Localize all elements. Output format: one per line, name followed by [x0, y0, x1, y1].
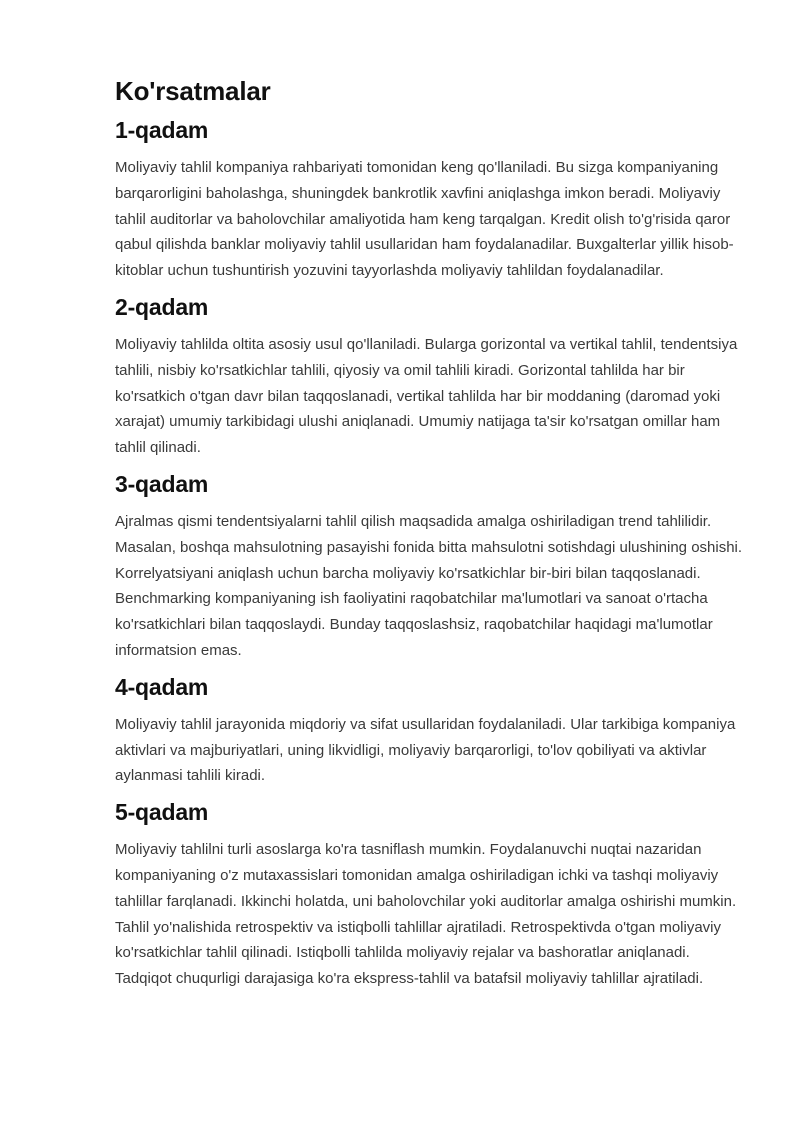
step-3-text: Ajralmas qismi tendentsiyalarni tahlil qilish maqsadida amalga oshiriladigan trend tahlilidir. Masalan, boshqa mahsulotning pasayishi fonida bitta mahsulotni sotishdagi ulushining oshishi. Korrelyatsiyani aniqlash uchun barcha moliyaviy ko'rsatkichlar bir-biri bilan taqqoslanadi. Benchmarking kompaniyaning ish faoliyatini raqobatchilar ma'lumotlari va sanoat o'rtacha ko'rsatkichlari bilan taqqoslaydi. Bunday taqqoslashsiz, raqobatchilar haqidagi ma'lumotlar informatsion emas. [115, 512, 743, 659]
step-5-title: 5-qadam [115, 799, 209, 826]
step-2-title: 2-qadam [115, 293, 209, 320]
step-4-title: 4-qadam [115, 673, 209, 700]
step-4-section [115, 670, 745, 789]
step-5-section [115, 795, 745, 992]
step-2-text: Moliyaviy tahlilda oltita asosiy usul qo'llaniladi. Bularga gorizontal va vertikal tahlil, tendentsiya tahlili, nisbiy ko'rsatkichlar tahlili, qiyosiy va omil tahlili kiradi. Gorizontal tahlilda har bir ko'rsatkich o'tgan davr bilan taqqoslanadi, vertikal tahlilda har bir moddaning (daromad yoki xarajat) umumiy tarkibidagi ulushi aniqlanadi. Umumiy natijaga ta'sir ko'rsatgan omillar ham tahlil qilinadi. [115, 335, 738, 457]
document-page [115, 72, 745, 998]
step-1-text: Moliyaviy tahlil kompaniya rahbariyati tomonidan keng qo'llaniladi. Bu sizga kompaniyaning barqarorligini baholashga, shuningdek bankrotlik xavfini aniqlashga imkon beradi. Moliyaviy tahlil auditorlar va baholovchilar amaliyotida ham keng tarqalgan. Kredit olish to'g'risida qaror qabul qilishda banklar moliyaviy tahlil usullaridan ham foydalanadilar. Buxgalterlar yillik hisob-kitoblar uchun tushuntirish yozuvini tayyorlashda moliyaviy tahlildan foydalanadilar. [115, 159, 734, 280]
step-3-section [115, 467, 745, 664]
step-5-text: Moliyaviy tahlilni turli asoslarga ko'ra tasniflash mumkin. Foydalanuvchi nuqtai nazaridan kompaniyaning o'z mutaxassislari tomonidan amalga oshiriladigan ichki va tashqi moliyaviy tahlillar farqlanadi. Ikkinchi holatda, uni baholovchilar yoki auditorlar amalga oshirishi mumkin. Tahlil yo'nalishida retrospektiv va istiqbolli tahlillar ajratiladi. Retrospektivda o'tgan moliyaviy ko'rsatkichlar tahlil qilinadi. Istiqbolli tahlilda moliyaviy rejalar va bashoratlar aniqlanadi. Tadqiqot chuqurligi darajasiga ko'ra ekspress-tahlil va batafsil moliyaviy tahlillar ajratiladi. [115, 841, 737, 988]
page-title: Ko'rsatmalar [115, 76, 271, 106]
step-4-text: Moliyaviy tahlil jarayonida miqdoriy va sifat usullaridan foydalaniladi. Ular tarkibiga kompaniya aktivlari va majburiyatlari, uning likvidligi, moliyaviy barqarorligi, to'lov qobiliyati va aktivlar aylanmasi tahlili kiradi. [115, 715, 736, 785]
step-1-title: 1-qadam [115, 117, 209, 143]
step-3-title: 3-qadam [115, 470, 209, 497]
step-2-section [115, 290, 745, 461]
step-1-section [115, 113, 745, 284]
